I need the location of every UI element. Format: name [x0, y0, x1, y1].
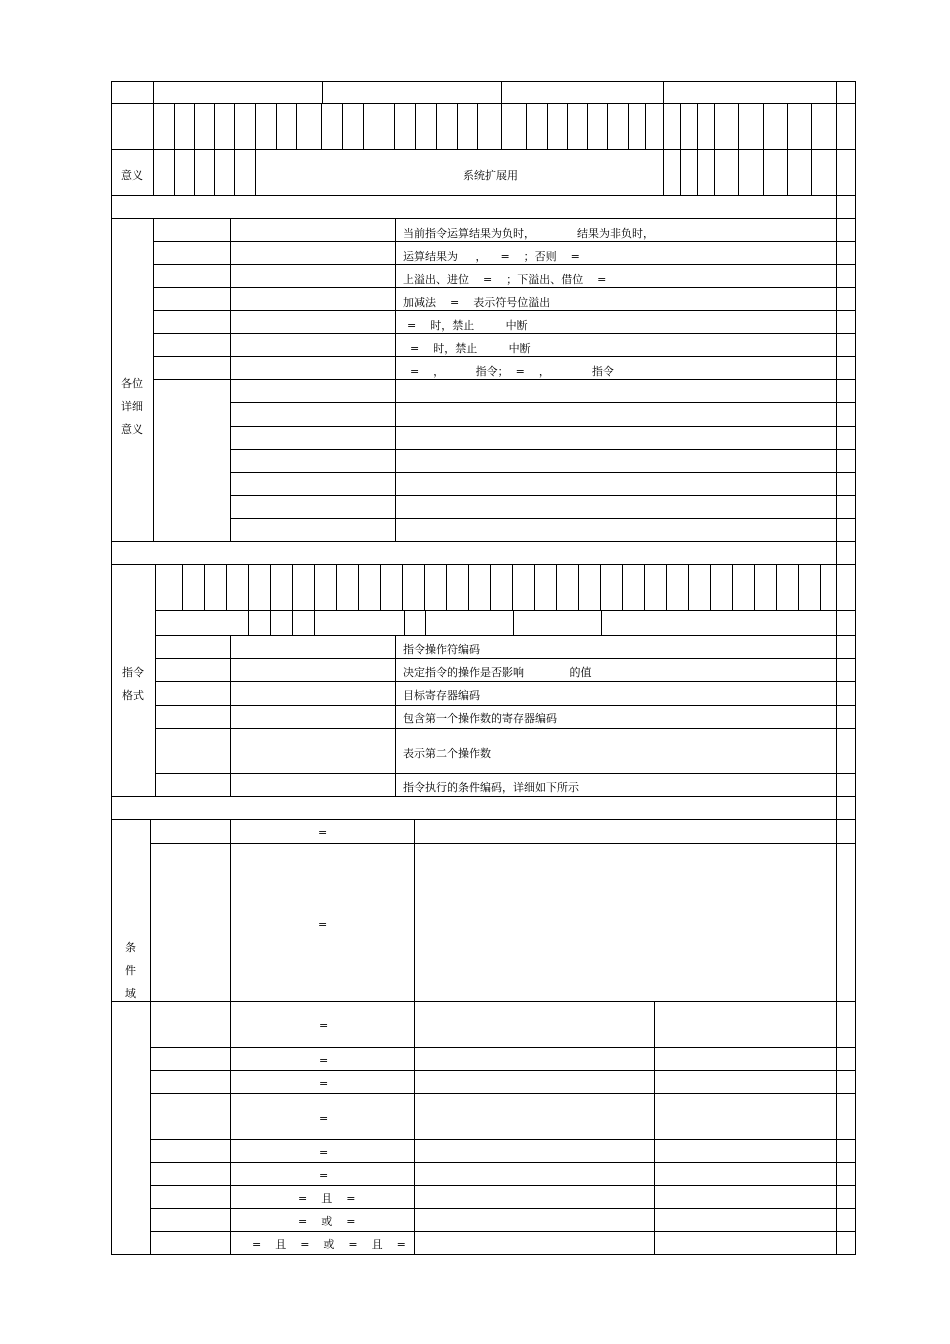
table-rule-vertical	[363, 103, 364, 150]
table-rule-horizontal	[155, 773, 856, 774]
table-rule-vertical	[194, 103, 195, 150]
table-rule-horizontal	[230, 449, 856, 450]
table-rule-vertical	[477, 103, 478, 150]
table-rule-vertical	[513, 610, 514, 636]
table-rule-vertical	[150, 819, 151, 1255]
table-rule-vertical	[663, 149, 664, 196]
table-rule-vertical	[490, 564, 491, 611]
table-rule-vertical	[732, 564, 733, 611]
table-rule-horizontal	[155, 610, 856, 611]
table-rule-vertical	[255, 103, 256, 150]
table-rule-vertical	[424, 564, 425, 611]
table-rule-vertical	[738, 149, 739, 196]
table-rule-vertical	[415, 103, 416, 150]
system-extension-text: 系统扩展用	[463, 169, 518, 182]
table-rule-vertical	[204, 564, 205, 611]
cond-eq-3: =	[319, 1019, 329, 1032]
table-rule-vertical	[501, 103, 502, 150]
table-rule-vertical	[446, 564, 447, 611]
table-rule-horizontal	[153, 333, 856, 334]
table-rule-vertical	[395, 218, 396, 542]
table-rule-vertical	[663, 81, 664, 104]
table-rule-vertical	[174, 149, 175, 196]
table-rule-vertical	[738, 103, 739, 150]
table-rule-horizontal	[150, 1231, 856, 1232]
format-desc-6: 指令执行的条件编码，详细如下所示	[403, 781, 579, 794]
table-rule-vertical	[402, 564, 403, 611]
table-rule-vertical	[248, 610, 249, 636]
table-rule-horizontal	[111, 541, 856, 542]
table-rule-horizontal	[111, 149, 856, 150]
table-rule-vertical	[296, 103, 297, 150]
table-rule-vertical	[763, 149, 764, 196]
table-rule-vertical	[601, 610, 602, 636]
table-rule-horizontal	[150, 1047, 856, 1048]
cond-eq-4: =	[319, 1054, 329, 1067]
table-rule-horizontal	[150, 1185, 856, 1186]
table-rule-vertical	[787, 103, 788, 150]
table-rule-vertical	[255, 149, 256, 196]
table-rule-vertical	[644, 564, 645, 611]
cond-eq-1: =	[318, 826, 328, 839]
table-rule-vertical	[714, 103, 715, 150]
cond-eq-7: =	[319, 1146, 329, 1159]
table-rule-vertical	[322, 81, 323, 104]
bit-desc-6: = 时，禁止 中断	[410, 342, 531, 355]
table-rule-vertical	[314, 610, 315, 636]
row-label-meaning: 意义	[121, 169, 143, 182]
table-rule-vertical	[394, 103, 395, 150]
table-rule-vertical	[526, 103, 527, 150]
table-rule-horizontal	[153, 264, 856, 265]
table-rule-vertical	[230, 635, 231, 797]
table-rule-vertical	[321, 103, 322, 150]
cond-side-label-3: 域	[125, 987, 136, 1000]
table-rule-vertical	[645, 103, 646, 150]
table-rule-vertical	[787, 149, 788, 196]
table-rule-vertical	[270, 610, 271, 636]
table-rule-vertical	[680, 149, 681, 196]
table-rule-horizontal	[155, 658, 856, 659]
table-rule-vertical	[248, 564, 249, 611]
table-rule-vertical	[680, 103, 681, 150]
table-rule-horizontal	[111, 81, 856, 82]
table-rule-horizontal	[111, 819, 856, 820]
cond-eq-6: =	[319, 1112, 329, 1125]
table-rule-vertical	[697, 103, 698, 150]
table-rule-vertical	[600, 564, 601, 611]
table-rule-horizontal	[111, 796, 856, 797]
table-rule-horizontal	[150, 843, 856, 844]
table-rule-vertical	[425, 610, 426, 636]
table-rule-vertical	[607, 103, 608, 150]
table-rule-vertical	[811, 103, 812, 150]
cond-eq-5: =	[319, 1077, 329, 1090]
format-desc-4: 包含第一个操作数的寄存器编码	[403, 712, 557, 725]
table-rule-vertical	[214, 103, 215, 150]
table-rule-horizontal	[150, 1070, 856, 1071]
table-rule-vertical	[763, 103, 764, 150]
bits-side-label-1: 各位	[121, 377, 143, 390]
bit-desc-2: 运算结果为 ， = ；否则 =	[403, 250, 580, 263]
table-rule-vertical	[628, 103, 629, 150]
table-rule-vertical	[214, 149, 215, 196]
table-rule-vertical	[534, 564, 535, 611]
cond-eq-2: =	[318, 918, 328, 931]
table-rule-horizontal	[150, 1139, 856, 1140]
table-rule-vertical	[155, 564, 156, 797]
table-rule-horizontal	[230, 426, 856, 427]
bit-desc-5: = 时，禁止 中断	[407, 319, 528, 332]
bits-side-label-2: 详细	[121, 400, 143, 413]
table-rule-horizontal	[111, 1254, 856, 1255]
table-rule-vertical	[380, 564, 381, 611]
table-rule-vertical	[714, 149, 715, 196]
bit-desc-7: = ， 指令； = ， 指令	[410, 365, 614, 378]
table-rule-vertical	[836, 81, 837, 1255]
table-rule-vertical	[688, 564, 689, 611]
cond-eq-8: =	[319, 1169, 329, 1182]
format-desc-3: 目标寄存器编码	[403, 689, 480, 702]
table-rule-vertical	[153, 81, 154, 196]
table-rule-vertical	[855, 81, 856, 1255]
table-rule-horizontal	[111, 103, 856, 104]
table-rule-vertical	[404, 610, 405, 636]
table-rule-horizontal	[150, 1093, 856, 1094]
table-rule-vertical	[622, 564, 623, 611]
table-rule-vertical	[226, 564, 227, 611]
table-rule-horizontal	[150, 1208, 856, 1209]
table-rule-vertical	[234, 103, 235, 150]
cond-side-label-2: 件	[125, 964, 136, 977]
table-rule-vertical	[547, 103, 548, 150]
table-rule-vertical	[174, 103, 175, 150]
table-rule-horizontal	[153, 287, 856, 288]
table-rule-vertical	[276, 103, 277, 150]
bit-desc-3: 上溢出、进位 = ；下溢出、借位 =	[403, 273, 607, 286]
table-rule-vertical	[578, 564, 579, 611]
table-rule-vertical	[697, 149, 698, 196]
table-rule-horizontal	[153, 379, 856, 380]
bits-side-label-3: 意义	[121, 423, 143, 436]
table-rule-vertical	[776, 564, 777, 611]
table-rule-vertical	[234, 149, 235, 196]
table-rule-horizontal	[230, 402, 856, 403]
table-rule-vertical	[414, 819, 415, 1255]
table-rule-vertical	[556, 564, 557, 611]
table-rule-horizontal	[155, 681, 856, 682]
format-side-label-2: 格式	[122, 689, 144, 702]
table-rule-horizontal	[155, 728, 856, 729]
table-rule-horizontal	[150, 1162, 856, 1163]
cond-eq-11: = 且 = 或 = 且 =	[252, 1238, 406, 1251]
table-rule-vertical	[230, 819, 231, 1255]
table-rule-vertical	[314, 564, 315, 611]
format-desc-5: 表示第二个操作数	[403, 747, 491, 760]
table-rule-vertical	[512, 564, 513, 611]
table-rule-vertical	[358, 564, 359, 611]
table-rule-vertical	[666, 564, 667, 611]
table-rule-vertical	[292, 564, 293, 611]
table-rule-vertical	[457, 103, 458, 150]
table-rule-vertical	[710, 564, 711, 611]
table-rule-vertical	[798, 564, 799, 611]
table-rule-vertical	[567, 103, 568, 150]
bit-desc-1: 当前指令运算结果为负时， 结果为非负时，	[403, 227, 654, 240]
table-rule-vertical	[436, 103, 437, 150]
bit-desc-4: 加减法 = 表示符号位溢出	[403, 296, 551, 309]
table-rule-vertical	[230, 218, 231, 542]
table-rule-vertical	[292, 610, 293, 636]
format-desc-2: 决定指令的操作是否影响 的值	[403, 666, 592, 679]
table-rule-vertical	[811, 149, 812, 196]
table-rule-vertical	[501, 81, 502, 104]
table-rule-vertical	[663, 103, 664, 150]
table-rule-horizontal	[230, 518, 856, 519]
table-rule-horizontal	[111, 195, 856, 196]
table-rule-vertical	[342, 103, 343, 150]
table-rule-horizontal	[111, 218, 856, 219]
table-rule-vertical	[754, 564, 755, 611]
table-rule-vertical	[395, 635, 396, 797]
format-side-label-1: 指令	[122, 666, 144, 679]
table-rule-vertical	[468, 564, 469, 611]
table-rule-horizontal	[153, 241, 856, 242]
table-rule-vertical	[336, 564, 337, 611]
table-rule-vertical	[194, 149, 195, 196]
table-rule-vertical	[587, 103, 588, 150]
cond-side-label-1: 条	[125, 941, 136, 954]
table-rule-vertical	[654, 1001, 655, 1255]
table-rule-vertical	[182, 564, 183, 611]
table-rule-vertical	[820, 564, 821, 611]
table-rule-vertical	[153, 218, 154, 542]
format-desc-1: 指令操作符编码	[403, 643, 480, 656]
table-rule-horizontal	[230, 472, 856, 473]
table-rule-horizontal	[153, 310, 856, 311]
table-rule-vertical	[270, 564, 271, 611]
table-rule-horizontal	[111, 1001, 856, 1002]
table-rule-horizontal	[230, 495, 856, 496]
cond-eq-9: = 且 =	[298, 1192, 356, 1205]
table-rule-horizontal	[153, 356, 856, 357]
cond-eq-10: = 或 =	[298, 1215, 356, 1228]
table-rule-horizontal	[155, 635, 856, 636]
table-rule-horizontal	[155, 705, 856, 706]
table-rule-vertical	[111, 81, 112, 1255]
table-rule-horizontal	[111, 564, 856, 565]
